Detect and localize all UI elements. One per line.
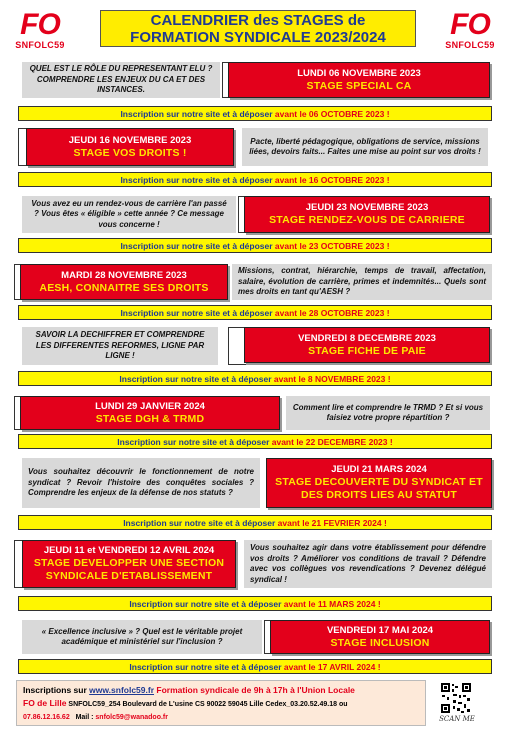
stage-1-title: STAGE SPECIAL CA <box>306 79 412 92</box>
stage-3-description-text: Vous avez eu un rendez-vous de carrière l'an passé ? Vous êtes « éligible » cette année ? Ce message vous concerne ! <box>31 198 227 229</box>
stage-5-description <box>22 327 218 365</box>
inscription-prefix: Inscription sur notre site et à déposer <box>117 437 270 447</box>
stage-9-title: STAGE INCLUSION <box>330 636 430 649</box>
title-year: 2023/2024 <box>314 29 386 46</box>
stage-7-deadline: avant le 21 FEVRIER 2024 ! <box>277 518 387 528</box>
stage-3-card <box>244 196 490 233</box>
footer-mail[interactable]: snfolc59@wanadoo.fr <box>95 714 168 721</box>
footer-fo-lille: FO de Lille <box>23 698 67 708</box>
stage-4-description <box>232 264 492 300</box>
logo-snfolc-text-right: SNFOLC59 <box>445 40 495 50</box>
stage-6-card <box>20 396 280 430</box>
logo-left <box>10 10 70 50</box>
stage-3-date: JEUDI 23 NOVEMBRE 2023 <box>305 202 429 213</box>
stage-9-deadline: avant le 17 AVRIL 2024 ! <box>283 662 381 672</box>
stage-2-date: JEUDI 16 NOVEMBRE 2023 <box>68 134 192 146</box>
logo-fo-text-right: FO <box>450 8 490 41</box>
stage-3-description <box>22 196 236 233</box>
stage-5-description-text: SAVOIR LA DECHIFFRER ET COMPRENDRE LES DIFFERENTES REFORMES, LIGNE PAR LIGNE ! <box>35 330 205 361</box>
inscription-prefix: Inscription sur notre site et à déposer <box>120 308 273 318</box>
stage-9-description-text: « Excellence inclusive » ? Quel est le véritable projet académique et ministériel sur l'inclusion ? <box>41 626 243 646</box>
title-line-2: FORMATION SYNDICALE <box>130 29 311 46</box>
stage-1-card <box>228 62 490 98</box>
stage-6-description-text: Comment lire et comprendre le TRMD ? Et si vous faisiez votre propre répartition ? <box>292 402 484 422</box>
inscription-prefix: Inscription sur notre site et à déposer <box>120 241 273 251</box>
stage-5-inscription <box>18 371 492 386</box>
stage-7-description <box>22 458 260 508</box>
page-title <box>100 10 416 47</box>
stage-5-card <box>244 327 490 363</box>
stage-8-description-text: Vous souhaitez agir dans votre établissement pour défendre vos droits ? Améliorer vos conditions de travail ? Défendre avec vos collègues vos revendications ? Devenez délégué syndical ! <box>250 543 486 584</box>
stage-4-deadline: avant le 28 OCTOBRE 2023 ! <box>274 308 390 318</box>
stage-6-inscription <box>18 434 492 449</box>
stage-3-title: STAGE RENDEZ-VOUS DE CARRIERE <box>269 214 465 226</box>
stage-8-deadline: avant le 11 MARS 2024 ! <box>283 599 381 609</box>
footer-address: _254 Boulevard de L'usine CS 90022 59045 Lille Cedex_03.20.52.49.18 <box>104 701 337 708</box>
footer-org: SNFOLC59 <box>68 701 105 708</box>
stage-6-description <box>286 396 490 430</box>
stage-5-title: STAGE FICHE DE PAIE <box>308 344 426 357</box>
stage-4-date: MARDI 28 NOVEMBRE 2023 <box>61 269 187 281</box>
stage-1-inscription <box>18 106 492 121</box>
stage-4-inscription <box>18 305 492 320</box>
footer-line1-prefix: Inscriptions sur <box>23 685 87 695</box>
stage-4-description-text: Missions, contrat, hiérarchie, temps de travail, affectation, salaire, évolution de carrière, primes et indemnités... Quels sont mes droits en tant qu'AESH ? <box>238 266 486 297</box>
stage-1-date: LUNDI 06 NOVEMBRE 2023 <box>297 67 421 79</box>
stage-1-description-text: QUEL EST LE RÔLE DU REPRESENTANT ELU ? COMPRENDRE LES ENJEUX DU CA ET DES INSTANCES. <box>29 64 213 95</box>
stage-8-inscription <box>18 596 492 611</box>
stage-4-title: AESH, CONNAITRE SES DROITS <box>39 281 209 294</box>
stage-8-card <box>22 540 236 588</box>
stage-1-deadline: avant le 06 OCTOBRE 2023 ! <box>274 109 390 119</box>
stage-9-inscription <box>18 659 492 674</box>
qr-code-icon[interactable] <box>440 682 472 714</box>
title-line-1: CALENDRIER des STAGES de <box>150 12 366 29</box>
footer-mail-label: Mail : <box>75 714 94 721</box>
inscription-prefix: Inscription sur notre site et à déposer <box>123 518 276 528</box>
stage-9-description <box>22 620 262 654</box>
footer-site-link[interactable]: www.snfolc59.fr <box>89 685 155 695</box>
inscription-prefix: Inscription sur notre site et à déposer <box>129 599 282 609</box>
scan-me-label: SCAN ME <box>439 715 475 723</box>
stage-6-deadline: avant le 22 DECEMBRE 2023 ! <box>271 437 393 447</box>
stage-1-description <box>22 62 220 98</box>
footer-line1-suffix: Formation syndicale de 9h à 17h à l'Union Locale <box>156 685 355 695</box>
stage-8-date: JEUDI 11 et VENDREDI 12 AVRIL 2024 <box>43 545 215 556</box>
stage-8-title: STAGE DEVELOPPER UNE SECTION SYNDICALE D'ETABLISSEMENT <box>33 557 225 582</box>
stage-6-date: LUNDI 29 JANVIER 2024 <box>95 400 205 412</box>
stage-3-deadline: avant le 23 OCTOBRE 2023 ! <box>274 241 390 251</box>
footer-ou: ou <box>338 701 348 708</box>
inscription-prefix: Inscription sur notre site et à déposer <box>120 109 273 119</box>
stage-2-title: STAGE VOS DROITS ! <box>73 146 187 159</box>
stage-5-deadline: avant le 8 NOVEMBRE 2023 ! <box>273 374 391 384</box>
footer-info <box>16 680 426 726</box>
stage-2-deadline: avant le 16 OCTOBRE 2023 ! <box>274 175 390 185</box>
stage-6-title: STAGE DGH & TRMD <box>95 412 205 425</box>
inscription-prefix: Inscription sur notre site et à déposer <box>129 662 282 672</box>
stage-9-date: VENDREDI 17 MAI 2024 <box>326 624 434 636</box>
logo-snfolc-text: SNFOLC59 <box>15 40 65 50</box>
qr-code-graphic <box>440 682 472 714</box>
stage-7-date: JEUDI 21 MARS 2024 <box>331 464 427 475</box>
stage-2-inscription <box>18 172 492 187</box>
stage-7-card <box>266 458 492 508</box>
stage-5-date: VENDREDI 8 DECEMBRE 2023 <box>298 332 436 344</box>
inscription-prefix: Inscription sur notre site et à déposer <box>119 374 272 384</box>
stage-4-card <box>20 264 228 300</box>
stage-9-card <box>270 620 490 654</box>
stage-2-description-text: Pacte, liberté pédagogique, obligations de service, missions liées, devoirs faits... Faites une mise au point sur vos droits ! <box>249 136 481 156</box>
stage-8-description <box>244 540 492 588</box>
stage-2-card <box>26 128 234 166</box>
footer-phone: 07.86.12.16.62 <box>23 714 70 721</box>
stage-7-inscription <box>18 515 492 530</box>
stage-2-description <box>242 128 488 166</box>
inscription-prefix: Inscription sur notre site et à déposer <box>120 175 273 185</box>
logo-fo-text: FO <box>20 8 60 41</box>
stage-3-inscription <box>18 238 492 253</box>
stage-7-description-text: Vous souhaitez découvrir le fonctionnement de notre syndicat ? Revoir l'histoire des conquêtes sociales ? Comprendre les enjeux de la défense de nos statuts ? <box>28 467 254 498</box>
stage-7-title: STAGE DECOUVERTE DU SYNDICAT ET DES DROITS LIES AU STATUT <box>275 476 483 501</box>
logo-right <box>440 10 500 50</box>
